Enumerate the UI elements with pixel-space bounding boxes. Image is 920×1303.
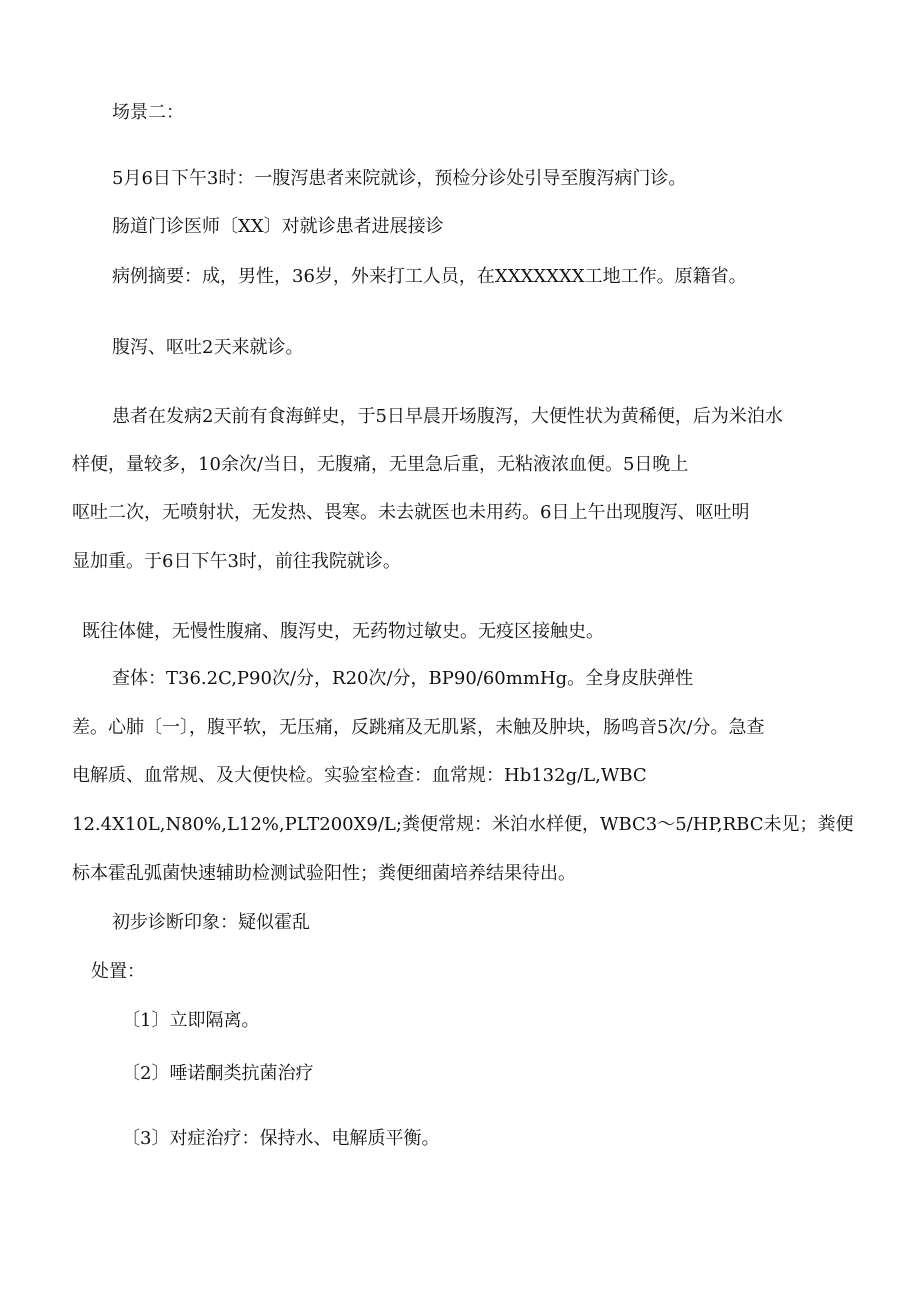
doctor-line: 肠道门诊医师〔XX〕对就诊患者进展接诊	[112, 216, 444, 237]
exam-line-3: 电解质、血常规、及大便快检。实验室检查：血常规：Hb132g/L,WBC	[72, 765, 647, 786]
past-history: 既往体健，无慢性腹痛、腹泻史，无药物过敏史。无疫区接触史。	[82, 621, 604, 642]
diagnosis: 初步诊断印象：疑似霍乱	[112, 912, 310, 933]
exam-line-2: 差。心肺〔一〕，腹平软，无压痛，反跳痛及无肌紧，未触及肿块，肠鸣音5次/分。急查	[72, 717, 765, 738]
arrival-line: 5月6日下午3时：一腹泻患者来院就诊，预检分诊处引导至腹泻病门诊。	[112, 168, 687, 189]
history-line-3: 呕吐二次，无喷射状，无发热、畏寒。未去就医也未用药。6日上午出现腹泻、呕吐明	[72, 502, 750, 523]
treatment-title: 处置：	[91, 961, 145, 982]
history-line-4: 显加重。于6日下午3时，前往我院就诊。	[72, 551, 401, 572]
treatment-item-3: 〔3〕对症治疗：保持水、电解质平衡。	[122, 1128, 440, 1149]
history-line-2: 样便，量较多，10余次/当日，无腹痛，无里急后重，无粘液浓血便。5日晚上	[72, 454, 689, 475]
history-line-1: 患者在发病2天前有食海鲜史，于5日早晨开场腹泻，大便性状为黄稀便，后为米泊水	[112, 406, 783, 427]
exam-line-4: 12.4X10L,N80%,L12%,PLT200X9/L;粪便常规：米泊水样便，WBC3～5/HP,RBC未见；粪便	[72, 814, 854, 835]
treatment-item-1: 〔1〕立即隔离。	[122, 1010, 260, 1031]
case-summary: 病例摘要：成，男性，36岁，外来打工人员，在XXXXXXX工地工作。原籍省。	[112, 266, 747, 287]
chief-complaint: 腹泻、呕吐2天来就诊。	[112, 337, 304, 358]
exam-line-5: 标本霍乱弧菌快速辅助检测试验阳性；粪便细菌培养结果待出。	[72, 863, 576, 884]
exam-line-1: 查体：T36.2C,P90次/分，R20次/分，BP90/60mmHg。全身皮肤弹性	[112, 668, 694, 689]
treatment-item-2: 〔2〕唾诺酮类抗菌治疗	[122, 1063, 314, 1084]
scene-title: 场景二：	[112, 102, 184, 123]
